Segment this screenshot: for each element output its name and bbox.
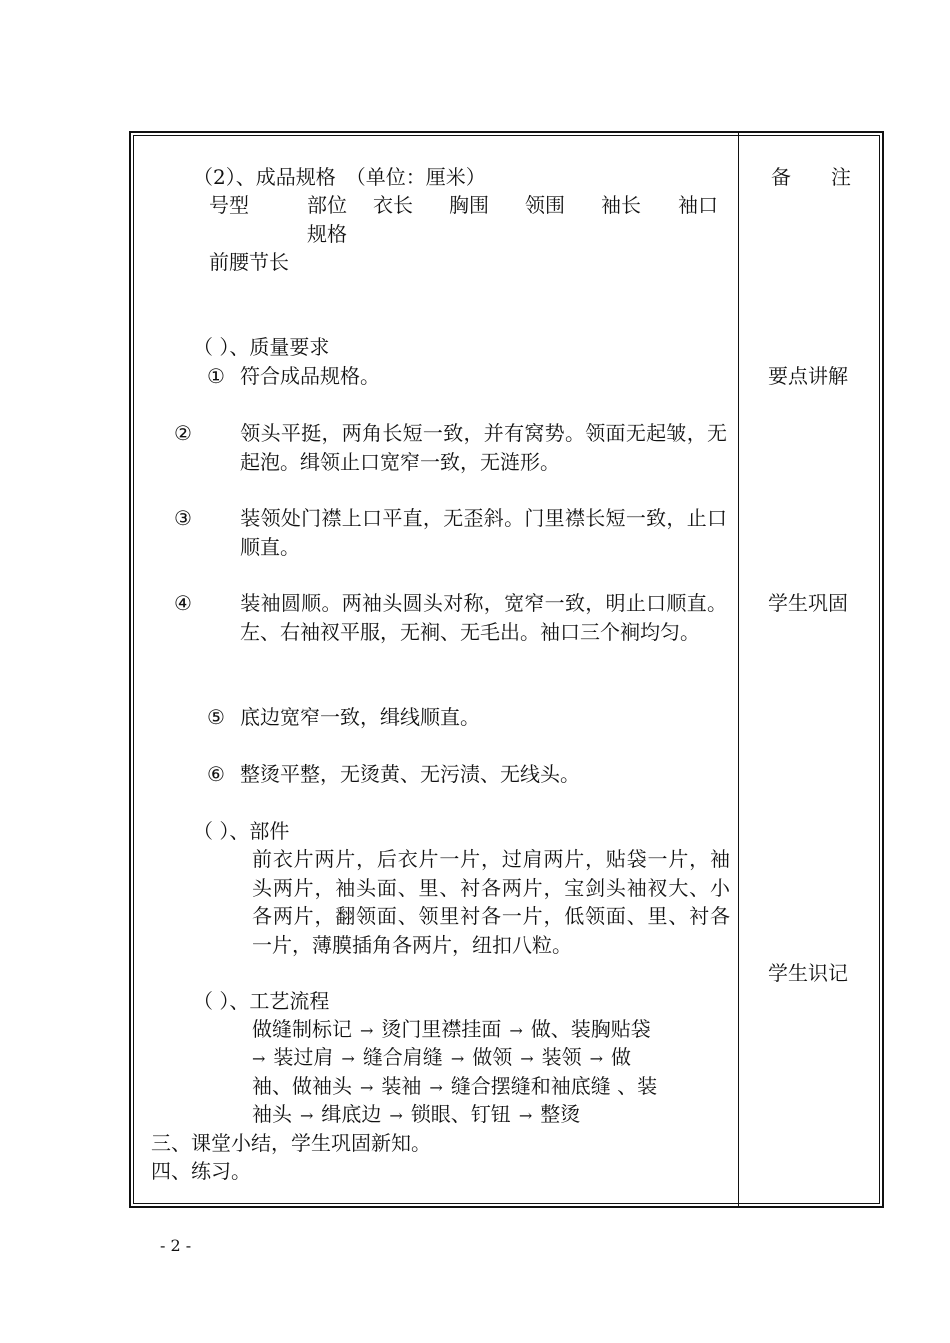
process-step: 整烫 xyxy=(540,1102,581,1126)
process-heading: （ ）、工艺流程 xyxy=(193,989,330,1013)
arrow-right-icon: → xyxy=(509,1021,523,1040)
process-line-4 xyxy=(252,1100,580,1130)
class-summary: 三、课堂小结，学生巩固新知。 xyxy=(151,1131,431,1155)
process-step: 缝合摆缝和袖底缝 、装 xyxy=(450,1074,658,1098)
process-step: 缝合肩缝 xyxy=(362,1045,443,1069)
parts-heading: （ ）、部件 xyxy=(193,819,290,843)
arrow-right-icon: → xyxy=(589,1049,604,1068)
quality-item-1 xyxy=(207,362,727,391)
item-text: 装袖圆顺。两袖头圆头对称，宽窄一致，明止口顺直。左、右袖衩平服，无裥、无毛出。袖口三个裥均匀。 xyxy=(240,591,727,644)
arrow-right-icon: → xyxy=(341,1049,355,1068)
spec-header-haoxing: 号型 xyxy=(209,193,249,217)
spec-header-lingwei: 领围 xyxy=(525,193,565,217)
item-number: ④ xyxy=(174,591,192,615)
arrow-right-icon: → xyxy=(429,1078,443,1097)
item-number: ⑥ xyxy=(207,762,225,786)
quality-item-6 xyxy=(207,760,727,789)
process-step: 烫门里襟挂面 xyxy=(381,1017,502,1041)
note-consolidate: 学生巩固 xyxy=(768,591,848,615)
arrow-right-icon: → xyxy=(300,1106,314,1125)
item-number: ③ xyxy=(174,506,192,530)
quality-item-4 xyxy=(174,589,727,646)
process-line-1 xyxy=(252,1015,651,1045)
item-number: ② xyxy=(174,421,192,445)
spec-heading: （2）、成品规格 （单位：厘米） xyxy=(193,165,486,189)
item-text: 领头平挺，两角长短一致，并有窝势。领面无起皱，无起泡。缉领止口宽窄一致，无涟形。 xyxy=(240,421,727,474)
note-memorize: 学生识记 xyxy=(768,961,848,985)
process-step: 锁眼、钉钮 xyxy=(410,1102,511,1126)
spec-guige: 规格 xyxy=(307,222,347,246)
process-step: 装袖 xyxy=(381,1074,422,1098)
spec-header-yichang: 衣长 xyxy=(373,193,413,217)
spec-header-xiuchang: 袖长 xyxy=(601,193,641,217)
exercise: 四、练习。 xyxy=(151,1159,251,1183)
parts-text: 前衣片两片，后衣片一片，过肩两片，贴袋一片，袖头两片，袖头面、里、衬各两片，宝剑头袖衩大、小各两片，翻领面、领里衬各一片，低领面、里、衬各一片，薄膜插角各两片，纽扣八粒。 xyxy=(252,847,730,957)
process-step: 做 xyxy=(611,1045,632,1069)
process-step: 做缝制标记 xyxy=(252,1017,352,1041)
item-text: 装领处门襟上口平直，无歪斜。门里襟长短一致，止口顺直。 xyxy=(240,506,727,559)
arrow-right-icon: → xyxy=(360,1078,374,1097)
arrow-right-icon: → xyxy=(520,1049,534,1068)
quality-item-3 xyxy=(174,504,727,561)
process-step: 缉底边 xyxy=(321,1102,382,1126)
quality-heading: （ ）、质量要求 xyxy=(193,335,330,359)
spec-header-xiukou: 袖口 xyxy=(678,193,718,217)
process-step: 袖头 xyxy=(252,1102,292,1126)
process-line-3 xyxy=(252,1072,657,1102)
spec-extra: 前腰节长 xyxy=(209,250,289,274)
spec-header-buwei: 部位 xyxy=(307,193,347,217)
spec-header-xiongwei: 胸围 xyxy=(449,193,489,217)
page-number: - 2 - xyxy=(160,1236,192,1255)
quality-item-2 xyxy=(174,419,727,476)
column-divider xyxy=(738,133,739,1206)
process-step: 装过肩 xyxy=(273,1045,334,1069)
arrow-right-icon: → xyxy=(252,1049,266,1068)
process-step: 袖、做袖头 xyxy=(252,1074,352,1098)
arrow-right-icon: → xyxy=(518,1106,533,1125)
arrow-right-icon: → xyxy=(450,1049,465,1068)
item-number: ① xyxy=(207,364,225,388)
arrow-right-icon: → xyxy=(389,1106,403,1125)
process-step: 做领 xyxy=(472,1045,513,1069)
item-text: 底边宽窄一致，缉线顺直。 xyxy=(240,705,480,729)
item-number: ⑤ xyxy=(207,705,225,729)
item-text: 整烫平整，无烫黄、无污渍、无线头。 xyxy=(240,762,580,786)
lesson-table xyxy=(129,131,884,1208)
note-key-points: 要点讲解 xyxy=(768,364,848,388)
quality-item-5 xyxy=(207,703,727,732)
process-step: 做、装胸贴袋 xyxy=(530,1017,651,1041)
arrow-right-icon: → xyxy=(360,1021,374,1040)
item-text: 符合成品规格。 xyxy=(240,364,380,388)
process-step: 装领 xyxy=(541,1045,582,1069)
note-remarks: 备 注 xyxy=(771,165,851,189)
process-line-2 xyxy=(252,1043,631,1073)
